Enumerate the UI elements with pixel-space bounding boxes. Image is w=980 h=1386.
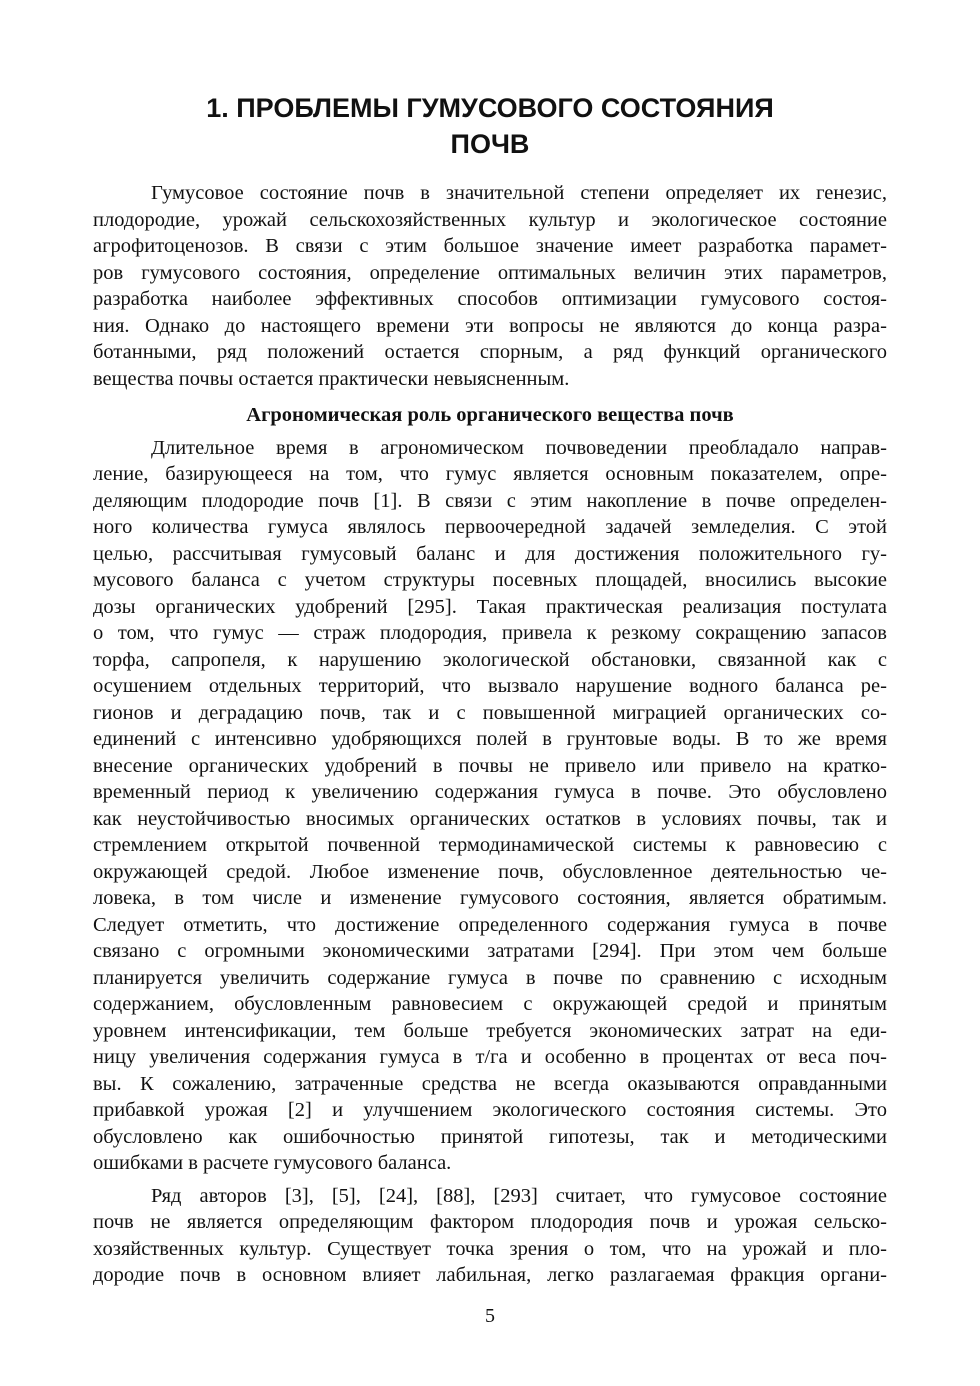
text-line: ного количества гумуса являлось первоочередной задачей земледелия. С этой: [93, 516, 887, 538]
text-line: почв не является определяющим фактором плодородия почв и урожая сельско-: [93, 1211, 887, 1233]
text-line: дородие почв в основном влияет лабильная, легко разлагаемая фракция органи-: [93, 1264, 887, 1286]
text-line: ров гумусового состояния, определение оптимальных величин этих параметров,: [93, 261, 887, 284]
text-line: ницу увеличения содержания гумуса в т/га и особенно в процентах от веса поч-: [93, 1046, 887, 1068]
text-line: вещества почвы остается практически невыясненным.: [93, 367, 570, 390]
text-line: о том, что гумус — страж плодородия, привела к резкому сокращению запасов: [93, 622, 887, 644]
text-line: единений с интенсивно удобряющихся полей в грунтовые воды. В то же время: [93, 728, 887, 750]
body-text: [93, 180, 887, 1289]
text-line: Следует отметить, что достижение определенного содержания гумуса в почве: [93, 913, 887, 936]
text-line: Ряд авторов [3], [5], [24], [88], [293] считает, что гумусовое состояние: [151, 1184, 887, 1207]
chapter-title-line: 1. ПРОБЛЕМЫ ГУМУСОВОГО СОСТОЯНИЯ: [206, 93, 774, 123]
text-line: временный период к увеличению содержания гумуса в почве. Это обусловлено: [93, 781, 887, 803]
text-line: прибавкой урожая [2] и улучшением экологического состояния системы. Это: [93, 1099, 887, 1121]
chapter-title-line: ПОЧВ: [450, 129, 530, 159]
text-line: ошибками в расчете гумусового баланса.: [93, 1152, 452, 1174]
text-line: ния. Однако до настоящего времени эти вопросы не являются до конца разра-: [93, 314, 887, 337]
text-line: ловека, в том числе и изменение гумусового состояния, является обратимым.: [93, 887, 887, 909]
text-line: мусового баланса с учетом структуры посевных площадей, вносились высокие: [93, 569, 887, 591]
text-line: содержанием, обусловленным равновесием с окружающей средой и принятым: [93, 993, 887, 1015]
text-line: вы. К сожалению, затраченные средства не всегда оказываются оправданными: [93, 1072, 887, 1095]
text-line: стремлением открытой почвенной термодинамической системы к равновесию с: [93, 834, 887, 856]
text-line: Гумусовое состояние почв в значительной степени определяет их генезис,: [151, 182, 887, 204]
text-line: ление, базирующееся на том, что гумус является основным показателем, опре-: [93, 463, 887, 485]
paragraph-agronomic-role: [93, 435, 887, 1177]
text-line: связано с огромными экономическими затратами [294]. При этом чем больше: [93, 940, 887, 962]
text-line: гионов и деградацию почв, так и с повышенной миграцией органических со-: [93, 701, 887, 724]
text-line: плодородие, урожай сельскохозяйственных культур и экологическое состояние: [93, 208, 887, 231]
text-line: осушением отдельных территорий, что вызвало нарушение водного баланса ре-: [93, 675, 887, 697]
text-line: разработка наиболее эффективных способов оптимизации гумусового состоя-: [93, 288, 887, 310]
text-line: хозяйственных культур. Существует точка зрения о том, что на урожай и пло-: [93, 1237, 887, 1260]
text-line: Длительное время в агрономическом почвоведении преобладало направ-: [151, 436, 887, 459]
text-line: планируется увеличить содержание гумуса в почве по сравнению с исходным: [93, 966, 887, 989]
text-line: дозы органических удобрений [295]. Такая практическая реализация постулата: [93, 595, 887, 618]
text-line: обусловлено как ошибочностью принятой гипотезы, так и методическими: [93, 1125, 887, 1148]
text-line: торфа, сапропеля, к нарушению экологической обстановки, связанной как с: [93, 648, 887, 671]
text-line: внесение органических удобрений в почвы не привело или привело на кратко-: [93, 754, 887, 777]
section-subheading: Агрономическая роль органического вещества почв: [246, 404, 734, 426]
text-line: целью, рассчитывая гумусовый баланс и для достижения положительного гу-: [93, 542, 887, 565]
paragraph-authors: [93, 1183, 887, 1289]
text-line: агрофитоценозов. В связи с этим большое значение имеет разработка парамет-: [93, 235, 887, 257]
text-line: деляющим плодородие почв [1]. В связи с этим накопление в почве определен-: [93, 489, 887, 512]
chapter-title: [93, 90, 887, 162]
paragraph-intro: [93, 180, 887, 392]
text-line: как неустойчивостью вносимых органических остатков в условиях почвы, так и: [93, 807, 887, 830]
page-number: 5: [485, 1305, 495, 1327]
text-line: уровнем интенсификации, тем больше требуется экономических затрат на еди-: [93, 1019, 887, 1042]
text-line: окружающей средой. Любое изменение почв, обусловленное деятельностью че-: [93, 860, 887, 883]
text-line: ботанными, ряд положений остается спорным, а ряд функций органического: [93, 341, 887, 363]
